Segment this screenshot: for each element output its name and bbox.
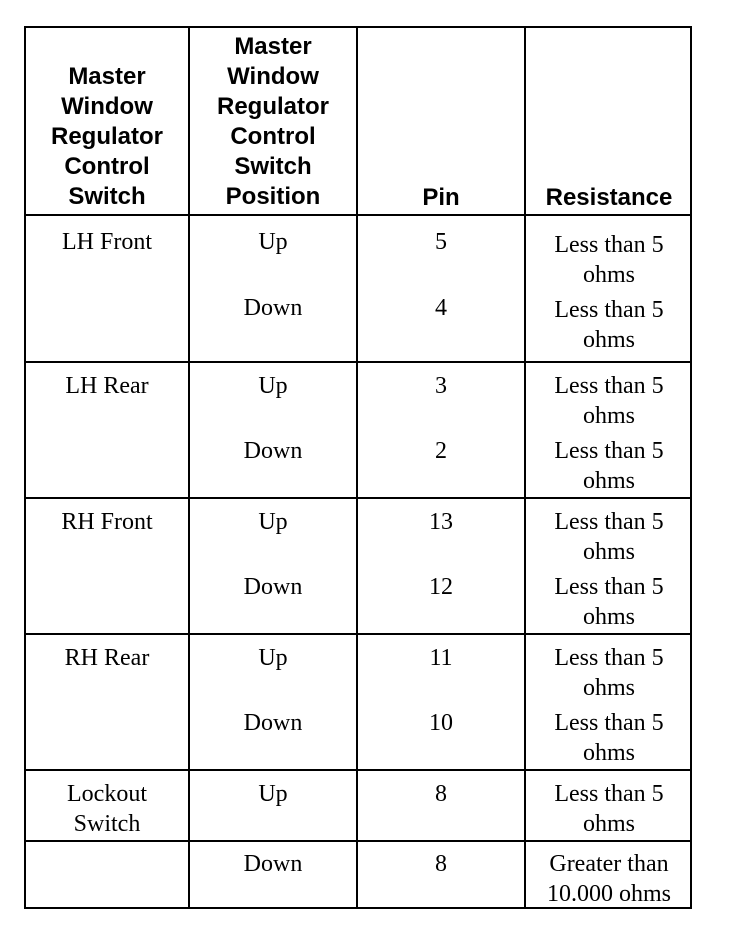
resistance-cell [526, 572, 692, 632]
cell-text: 4 [435, 295, 447, 321]
cell-text: 3 [435, 373, 447, 399]
resistance-cell [526, 779, 692, 839]
cell-text: Down [243, 574, 303, 600]
header-divider [26, 214, 690, 216]
cell-text: ohms [582, 675, 635, 701]
position-cell [190, 507, 356, 537]
header-text: Window [227, 63, 319, 90]
cell-text: Up [258, 509, 288, 535]
cell-text: Less than 5 [554, 232, 664, 258]
cell-text: ohms [582, 327, 635, 353]
cell-text: Less than 5 [554, 438, 664, 464]
cell-text: 11 [429, 645, 453, 671]
row-divider [26, 361, 690, 363]
row-divider [26, 633, 690, 635]
cell-text: Down [243, 295, 303, 321]
position-cell [190, 572, 356, 602]
header-text: Master [234, 33, 312, 60]
cell-text: 10 [429, 710, 453, 736]
resistance-cell [526, 371, 692, 431]
cell-text: LH Rear [65, 373, 149, 399]
cell-text: 5 [435, 229, 447, 255]
pin-cell [358, 849, 524, 879]
cell-text: Up [258, 229, 288, 255]
resistance-cell [526, 230, 692, 290]
position-cell [190, 293, 356, 323]
cell-text: RH Rear [64, 645, 150, 671]
resistance-cell [526, 708, 692, 768]
header-text: Window [61, 93, 153, 120]
switch-cell [26, 643, 188, 673]
cell-text: 13 [429, 509, 453, 535]
header-text: Control [230, 123, 316, 150]
header-text: Control [64, 153, 150, 180]
cell-text: LH Front [62, 229, 152, 255]
cell-text: ohms [582, 262, 635, 288]
switch-cell [26, 371, 188, 401]
cell-text: Less than 5 [554, 710, 664, 736]
pin-cell [358, 227, 524, 257]
cell-text: Lockout [67, 781, 147, 807]
position-cell [190, 436, 356, 466]
header-resistance [526, 183, 692, 213]
header-text: Switch [68, 183, 146, 210]
resistance-cell [526, 436, 692, 496]
cell-text: Switch [73, 811, 141, 837]
header-text: Switch [234, 153, 312, 180]
column-divider [356, 28, 358, 907]
cell-text: RH Front [61, 509, 153, 535]
cell-text: 8 [435, 781, 447, 807]
resistance-cell [526, 849, 692, 909]
cell-text: ohms [582, 468, 635, 494]
cell-text: Down [243, 710, 303, 736]
pin-cell [358, 371, 524, 401]
cell-text: 8 [435, 851, 447, 877]
cell-text: Less than 5 [554, 781, 664, 807]
header-text: Master [68, 63, 146, 90]
switch-cell [26, 507, 188, 537]
resistance-cell [526, 295, 692, 355]
cell-text: ohms [582, 604, 635, 630]
cell-text: 12 [429, 574, 453, 600]
cell-text: ohms [582, 811, 635, 837]
cell-text: ohms [582, 403, 635, 429]
cell-text: 10.000 ohms [546, 881, 671, 907]
header-text: Regulator [216, 93, 329, 120]
cell-text: Less than 5 [554, 297, 664, 323]
cell-text: ohms [582, 539, 635, 565]
row-divider [26, 769, 690, 771]
pin-cell [358, 708, 524, 738]
pin-cell [358, 643, 524, 673]
position-cell [190, 779, 356, 809]
cell-text: Greater than [549, 851, 669, 877]
pin-cell [358, 572, 524, 602]
position-cell [190, 708, 356, 738]
cell-text: Less than 5 [554, 509, 664, 535]
pin-cell [358, 507, 524, 537]
position-cell [190, 371, 356, 401]
cell-text: Up [258, 781, 288, 807]
switch-cell [26, 227, 188, 257]
cell-text: 2 [435, 438, 447, 464]
switch-cell [26, 779, 188, 839]
cell-text: Less than 5 [554, 574, 664, 600]
pin-cell [358, 436, 524, 466]
row-divider [26, 497, 690, 499]
cell-text: Less than 5 [554, 373, 664, 399]
cell-text: Up [258, 373, 288, 399]
cell-text: ohms [582, 740, 635, 766]
cell-text: Less than 5 [554, 645, 664, 671]
pin-cell [358, 293, 524, 323]
resistance-cell [526, 507, 692, 567]
position-cell [190, 227, 356, 257]
pin-cell [358, 779, 524, 809]
cell-text: Up [258, 645, 288, 671]
header-text: Position [225, 183, 321, 210]
header-text: Regulator [50, 123, 163, 150]
cell-text: Down [243, 851, 303, 877]
cell-text: Down [243, 438, 303, 464]
resistance-table [24, 26, 692, 909]
row-divider [26, 840, 690, 842]
position-cell [190, 643, 356, 673]
header-text: Resistance [545, 184, 673, 211]
header-text: Pin [422, 184, 460, 211]
header-switch [26, 62, 188, 212]
position-cell [190, 849, 356, 879]
header-position [190, 32, 356, 212]
header-pin [358, 183, 524, 213]
resistance-cell [526, 643, 692, 703]
